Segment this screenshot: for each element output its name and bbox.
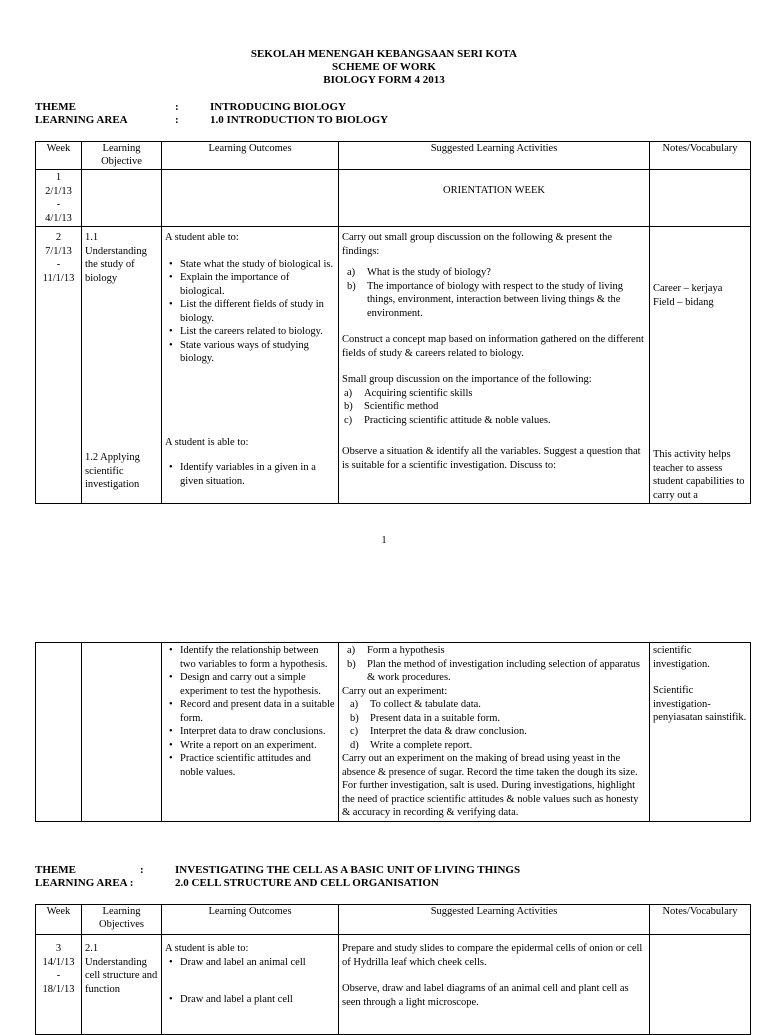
list-item: • Write a report on an experiment. [180,739,335,753]
col-suggested-activities: Suggested Learning Activities [339,142,650,170]
objective-cell [82,227,162,504]
list-text: Plan the method of investigation including selection of apparatus & work procedures. [367,658,640,683]
objective-cell [82,170,162,227]
learning-area-line-2 [35,877,750,890]
objective-text-2: 1.2 Applying scientific investigation [85,452,140,490]
notes-cell [650,170,751,227]
list-text: Interpret the data & draw conclusion. [370,726,527,737]
list-marker: a) [350,699,359,710]
activity-observe: Observe a situation & identify all the variables. Suggest a question that is suitable for a scientific investigation. Discuss to: [342,446,641,471]
subject-title: BIOLOGY FORM 4 2013 [323,74,445,86]
list-item [347,280,646,321]
learning-area-line [35,114,735,127]
list-marker: c) [344,414,353,426]
col-learning-objective: Learning Objective [82,142,162,170]
list-marker: b) [347,658,356,670]
objective-cell [82,935,162,1035]
learning-area-key-2: LEARNING AREA : [35,877,134,889]
theme-colon: : [175,101,179,113]
outcome-cell [162,643,339,822]
objective-cell [82,643,162,822]
list-text: Scientific method [364,401,439,412]
activity-concept-map: Construct a concept map based on information gathered on the different fields of study & careers related to biology. [342,334,644,359]
list-marker: c) [350,726,359,737]
list-item: • List the different fields of study in biology. [180,298,335,325]
list-marker: a) [344,387,353,399]
objective-text: 2.1 Understanding cell structure and function [85,943,158,995]
note-scientific: scientific investigation. [653,645,710,670]
list-text: Practicing scientific attitude & noble values. [364,414,551,426]
col-suggested-activities: Suggested Learning Activities [339,905,650,935]
activity-cell [339,227,650,504]
notes-cell [650,643,751,822]
orientation-week: ORIENTATION WEEK [443,185,545,196]
list-item: • Explain the importance of biological. [180,271,335,298]
week-dash: - [56,199,61,210]
note-vocabulary: Scientific investigation-penyiasatan sainstifik. [653,685,747,723]
list-text: Write a complete report. [370,739,473,751]
col-week: Week [36,142,82,170]
list-item: • State what the study of biological is. [180,258,335,272]
activity-observe-draw: Observe, draw and label diagrams of an animal cell and plant cell as seen through a light microscope. [342,983,629,1008]
col-learning-outcomes: Learning Outcomes [162,142,339,170]
list-item [347,644,646,658]
learning-area-value-2: 2.0 CELL STRUCTURE AND CELL ORGANISATION [175,877,439,889]
week-date-from: 2/1/13 [45,185,72,197]
learning-area-colon: : [175,114,179,126]
list-item [350,725,646,739]
list-item: • Design and carry out a simple experiment to test the hypothesis. [180,671,335,698]
table-row [36,227,751,504]
list-item: • Identify the relationship between two variables to form a hypothesis. [180,644,335,671]
week-cell [36,643,82,822]
week-date-to: 4/1/13 [45,212,72,224]
activity-slides: Prepare and study slides to compare the epidermal cells of onion or cell of Hydrilla leaf which cheek cells. [342,943,643,968]
list-item: • Record and present data in a suitable form. [180,698,335,725]
list-item: • Interpret data to draw conclusions. [180,725,335,739]
week-dash: - [56,970,61,981]
list-item: • List the careers related to biology. [180,325,335,339]
list-text: What is the study of biology? [367,267,491,278]
outcome-list [165,258,335,366]
week-number: 2 [55,232,62,243]
list-text: To collect & tabulate data. [370,699,481,710]
col-learning-objectives: Learning Objectives [82,905,162,935]
learning-area-key: LEARNING AREA [35,114,128,126]
week-number: 3 [55,943,62,954]
outcome-list [165,644,335,779]
list-marker: d) [350,739,359,751]
week-number: 1 [55,172,62,183]
note-activity: This activity helps teacher to assess student capabilities to carry out a [653,449,745,501]
outcome-intro: A student is able to: [165,943,249,954]
activity-list-2 [342,698,646,752]
notes-cell [650,227,751,504]
week-date-to: 18/1/13 [42,983,75,995]
list-item [347,266,646,280]
theme-colon-2: : [140,864,144,876]
outcome-cell [162,170,339,227]
list-text: Acquiring scientific skills [364,387,473,399]
outcome-list-2 [165,461,335,488]
week-date-to: 11/1/13 [42,272,75,284]
col-week: Week [36,905,82,935]
list-item [350,712,646,726]
outcome-intro-2: A student is able to: [165,436,249,448]
theme-value: INTRODUCING BIOLOGY [210,101,346,113]
week-date-from: 7/1/13 [45,245,72,257]
outcome-list [165,956,335,1007]
list-item [344,387,646,401]
activity-experiment: Carry out an experiment: [342,685,448,697]
outcome-cell [162,935,339,1035]
document-title: SCHEME OF WORK [332,61,436,73]
week-date-from: 14/1/13 [42,956,75,968]
week-cell [36,935,82,1035]
scheme-table-1 [35,141,751,504]
theme-line [35,101,735,114]
theme-key: THEME [35,101,76,113]
list-item [344,414,646,428]
list-item [350,698,646,712]
school-name: SEKOLAH MENENGAH KEBANGSAAN SERI KOTA [250,48,518,60]
table-row [36,170,751,227]
learning-area-value: 1.0 INTRODUCTION TO BIOLOGY [210,114,389,126]
week-cell [36,227,82,504]
col-notes: Notes/Vocabulary [650,142,751,170]
list-text: The importance of biology with respect to the study of living things, environment, interaction between living things & the environment. [367,280,624,319]
theme-value-2: INVESTIGATING THE CELL AS A BASIC UNIT OF LIVING THINGS [175,864,521,876]
outcome-intro: A student able to: [165,232,239,243]
list-item [344,400,646,414]
note-career: Career – kerjaya [653,283,723,294]
outcome-cell [162,227,339,504]
week-dash: - [56,259,61,270]
table-row [36,643,751,822]
week-cell [36,170,82,227]
note-field: Field – bidang [653,296,714,308]
table-row [36,935,751,1035]
scheme-table-continued [35,642,751,822]
list-text: Form a hypothesis [367,645,445,656]
list-item [350,739,646,753]
notes-cell [650,935,751,1035]
list-text: Present data in a suitable form. [370,712,501,724]
list-marker: b) [344,401,353,412]
activity-cell [339,170,650,227]
list-item: • Draw and label an animal cell [180,956,335,970]
activity-list [342,644,646,685]
page-number: 1 [381,535,387,546]
col-learning-outcomes: Learning Outcomes [162,905,339,935]
list-item [347,658,646,685]
list-item: • State various ways of studying biology. [180,339,335,366]
col-notes: Notes/Vocabulary [650,905,751,935]
activity-cell [339,935,650,1035]
scheme-table-2 [35,904,751,1035]
list-item: • Draw and label a plant cell [180,993,335,1007]
activity-bread: Carry out an experiment on the making of bread using yeast in the absence & presence of sugar. Record the time taken the dough its size. For further investigation, salt is used. During investigations, highlight the need of practice scientific attitudes & noble values such as honesty & accuracy in recording & verifying data. [342,753,639,818]
objective-text: 1.1 Understanding the study of biology [85,232,147,284]
activity-intro: Carry out small group discussion on the following & present the findings: [342,232,613,257]
list-marker: a) [347,645,356,656]
theme-key-2: THEME [35,864,76,876]
activity-list [342,266,646,320]
theme-line-2 [35,864,750,877]
list-item: • Practice scientific attitudes and noble values. [180,752,335,779]
list-marker: b) [347,280,356,292]
list-marker: a) [347,267,356,278]
list-marker: b) [350,712,359,724]
activity-cell [339,643,650,822]
activity-list-2 [342,387,646,428]
activity-small-group: Small group discussion on the importance of the following: [342,374,592,385]
list-item: • Identify variables in a given in a given situation. [180,461,335,488]
